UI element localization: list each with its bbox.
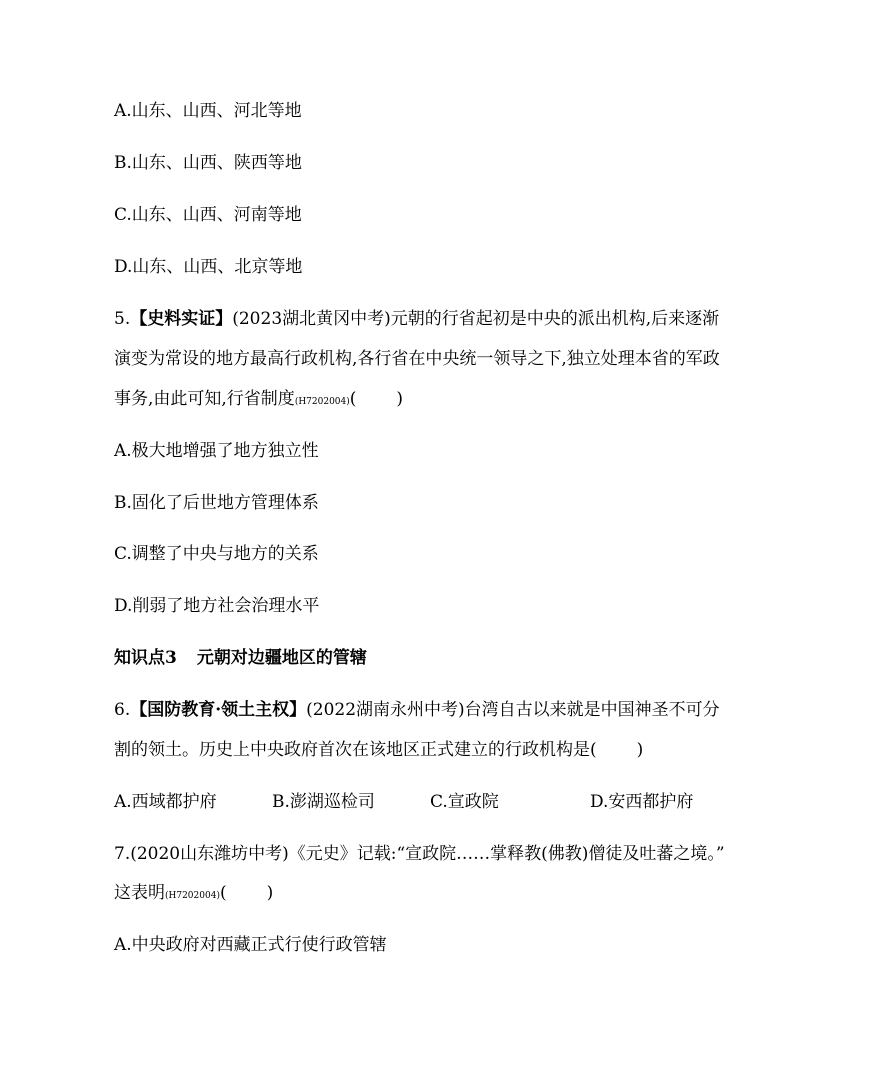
q6-tag: 【国防教育·领土主权】 xyxy=(130,700,307,720)
q6-paren-close: ) xyxy=(636,740,644,760)
q6-stem-1: (2022湖南永州中考)台湾自古以来就是中国神圣不可分 xyxy=(306,700,720,720)
q7-code: (H7202004) xyxy=(165,891,220,901)
q5-option-d: D.削弱了地方社会治理水平 xyxy=(114,596,320,616)
q6-stem-2: 割的领土。历史上中央政府首次在该地区正式建立的行政机构是( xyxy=(114,740,597,760)
q5-line-2: 演变为常设的地方最高行政机构,各行省在中央统一领导之下,独立处理本省的军政 xyxy=(114,349,720,369)
q4-option-a: A.山东、山西、河北等地 xyxy=(114,101,302,121)
q7-paren-close: ) xyxy=(266,883,274,903)
q7-stem-2: 这表明 xyxy=(114,883,165,903)
q5-paren-open: ( xyxy=(349,389,357,409)
q5-tag: 【史料实证】 xyxy=(130,309,233,329)
q5-code: (H7202004) xyxy=(294,397,350,407)
q5-option-b: B.固化了后世地方管理体系 xyxy=(114,493,319,513)
section-label: 知识点3 xyxy=(114,648,177,668)
q7-line-2 xyxy=(114,882,273,907)
q7-line-1: 7.(2020山东潍坊中考)《元史》记载:“宣政院……掌释教(佛教)僧徒及吐蕃之境。” xyxy=(114,844,725,864)
q7-option-a: A.中央政府对西藏正式行使行政管辖 xyxy=(114,935,387,955)
q7-paren-open: ( xyxy=(219,883,227,903)
q6-line-2 xyxy=(114,739,643,761)
q5-option-a: A.极大地增强了地方独立性 xyxy=(114,441,319,461)
q5-option-c: C.调整了中央与地方的关系 xyxy=(114,544,319,564)
q5-line-1 xyxy=(114,308,719,330)
section-heading xyxy=(114,647,367,669)
q5-stem-3: 事务,由此可知,行省制度 xyxy=(114,389,295,409)
section-title: 元朝对边疆地区的管辖 xyxy=(196,648,367,668)
q6-option-c: C.宣政院 xyxy=(430,792,499,812)
q6-option-d: D.安西都护府 xyxy=(590,792,694,812)
q4-option-b: B.山东、山西、陕西等地 xyxy=(114,153,302,173)
q6-option-a: A.西域都护府 xyxy=(114,792,217,812)
q6-option-b: B.澎湖巡检司 xyxy=(272,792,375,812)
q5-number: 5. xyxy=(114,309,131,329)
q4-option-d: D.山东、山西、北京等地 xyxy=(114,257,303,277)
q4-option-c: C.山东、山西、河南等地 xyxy=(114,205,302,225)
q5-paren-close: ) xyxy=(396,389,404,409)
q6-line-1 xyxy=(114,699,720,721)
q5-line-3 xyxy=(114,388,403,413)
q6-number: 6. xyxy=(114,700,131,720)
q5-stem-1: (2023湖北黄冈中考)元朝的行省起初是中央的派出机构,后来逐渐 xyxy=(232,309,720,329)
